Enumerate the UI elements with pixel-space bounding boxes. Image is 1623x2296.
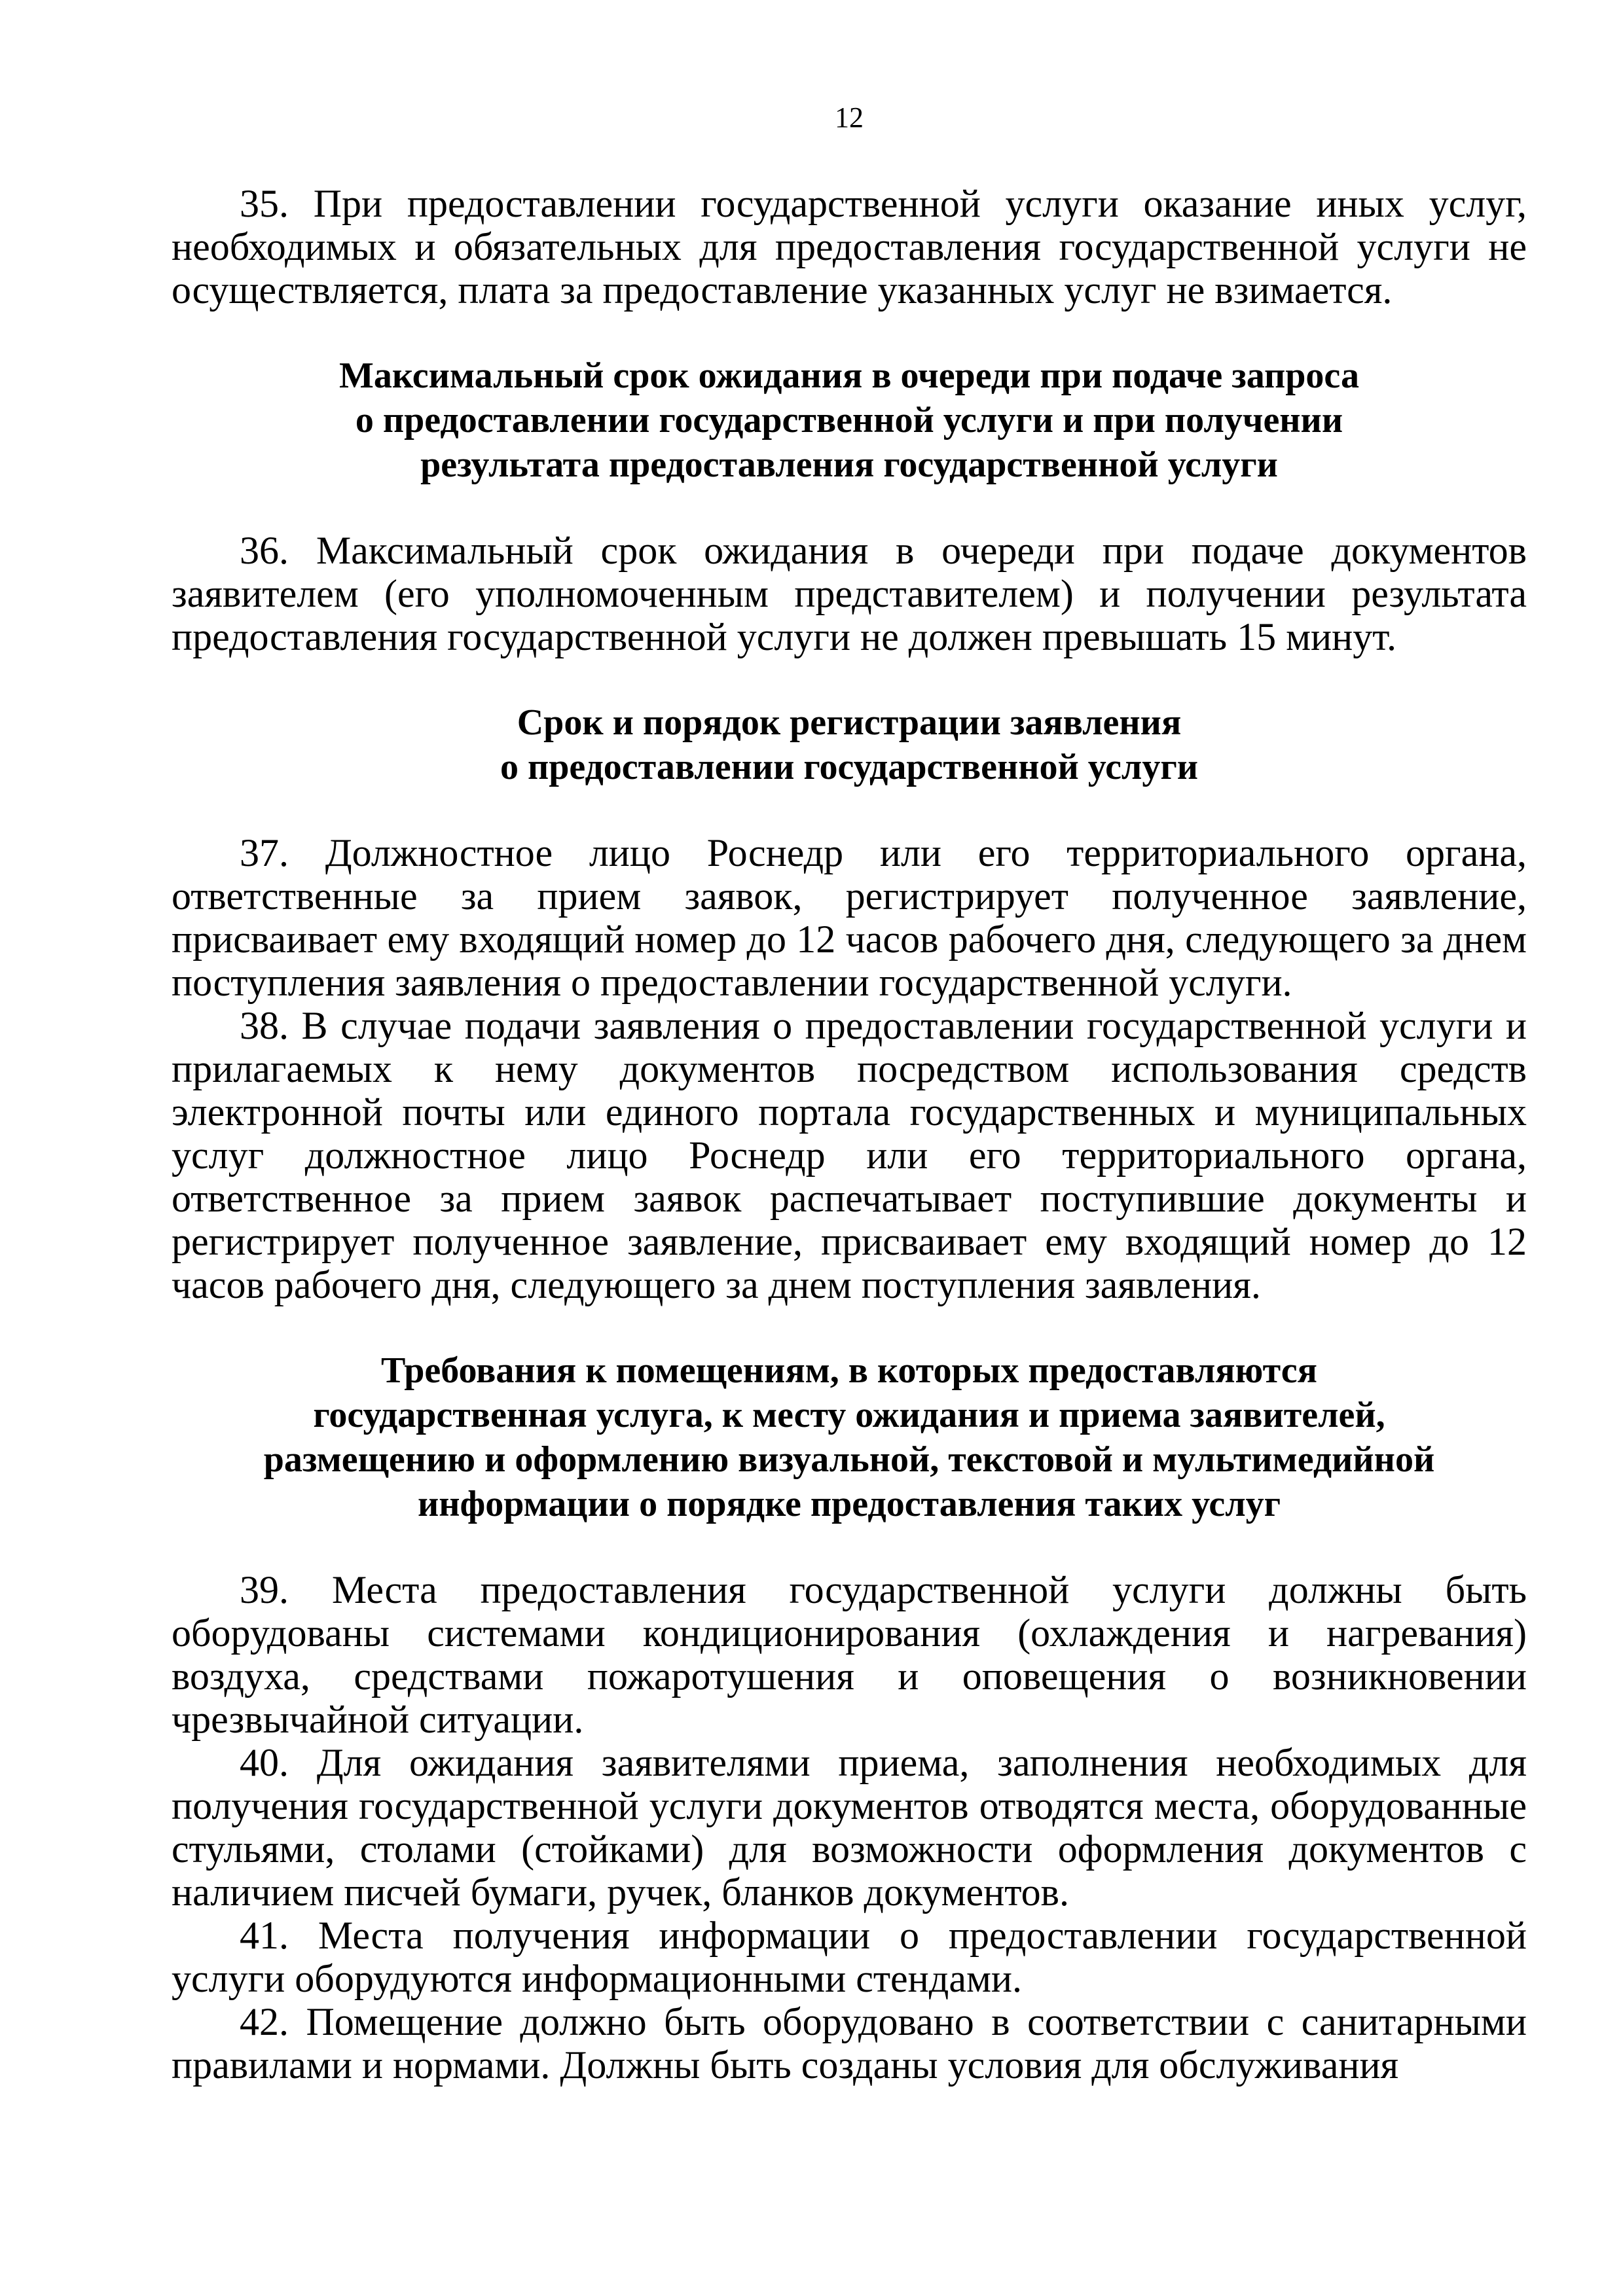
paragraph-36: 36. Максимальный срок ожидания в очереди при подаче документов заявителем (его уполномоченным представителем) и получении результата предоставления государственной услуги не должен превышать 15 минут. bbox=[172, 529, 1527, 658]
heading-line: результата предоставления государственной услуги bbox=[420, 444, 1278, 485]
heading-line: Срок и порядок регистрации заявления bbox=[517, 702, 1182, 743]
heading-line: государственная услуга, к месту ожидания и приема заявителей, bbox=[313, 1395, 1385, 1435]
document-page bbox=[172, 98, 1527, 2087]
paragraph-38: 38. В случае подачи заявления о предоставлении государственной услуги и прилагаемых к нему документов посредством использования средств электронной почты или единого портала государственных и муниципальных услуг должностное лицо Роснедр или его территориального органа, ответственное за прием заявок распечатывает поступившие документы и регистрирует полученное заявление, присваивает ему входящий номер до 12 часов рабочего дня, следующего за днем поступления заявления. bbox=[172, 1004, 1527, 1306]
heading-line: о предоставлении государственной услуги bbox=[500, 747, 1199, 787]
heading-premises-requirements bbox=[172, 1348, 1527, 1526]
heading-line: Максимальный срок ожидания в очереди при подаче запроса bbox=[339, 355, 1359, 396]
paragraph-39: 39. Места предоставления государственной услуги должны быть оборудованы системами кондиционирования (охлаждения и нагревания) воздуха, средствами пожаротушения и оповещения о возникновении чрезвычайной ситуации. bbox=[172, 1568, 1527, 1741]
paragraph-37: 37. Должностное лицо Роснедр или его территориального органа, ответственные за прием заявок, регистрирует полученное заявление, присваивает ему входящий номер до 12 часов рабочего дня, следующего за днем поступления заявления о предоставлении государственной услуги. bbox=[172, 831, 1527, 1004]
paragraph-42: 42. Помещение должно быть оборудовано в соответствии с санитарными правилами и нормами. Должны быть созданы условия для обслуживания bbox=[172, 2000, 1527, 2087]
heading-line: размещению и оформлению визуальной, текстовой и мультимедийной bbox=[263, 1439, 1435, 1480]
paragraph-41: 41. Места получения информации о предоставлении государственной услуги оборудуются информационными стендами. bbox=[172, 1914, 1527, 2000]
heading-max-waiting-time bbox=[172, 353, 1527, 487]
heading-registration bbox=[172, 700, 1527, 789]
page-number: 12 bbox=[835, 101, 864, 134]
paragraph-40: 40. Для ожидания заявителями приема, заполнения необходимых для получения государственной услуги документов отводятся места, оборудованные стульями, столами (стойками) для возможности оформления документов с наличием писчей бумаги, ручек, бланков документов. bbox=[172, 1741, 1527, 1914]
heading-line: Требования к помещениям, в которых предоставляются bbox=[381, 1350, 1317, 1391]
paragraph-35: 35. При предоставлении государственной услуги оказание иных услуг, необходимых и обязательных для предоставления государственной услуги не осуществляется, плата за предоставление указанных услуг не взимается. bbox=[172, 182, 1527, 312]
heading-line: о предоставлении государственной услуги и при получении bbox=[355, 400, 1343, 440]
heading-line: информации о порядке предоставления таких услуг bbox=[417, 1484, 1281, 1524]
